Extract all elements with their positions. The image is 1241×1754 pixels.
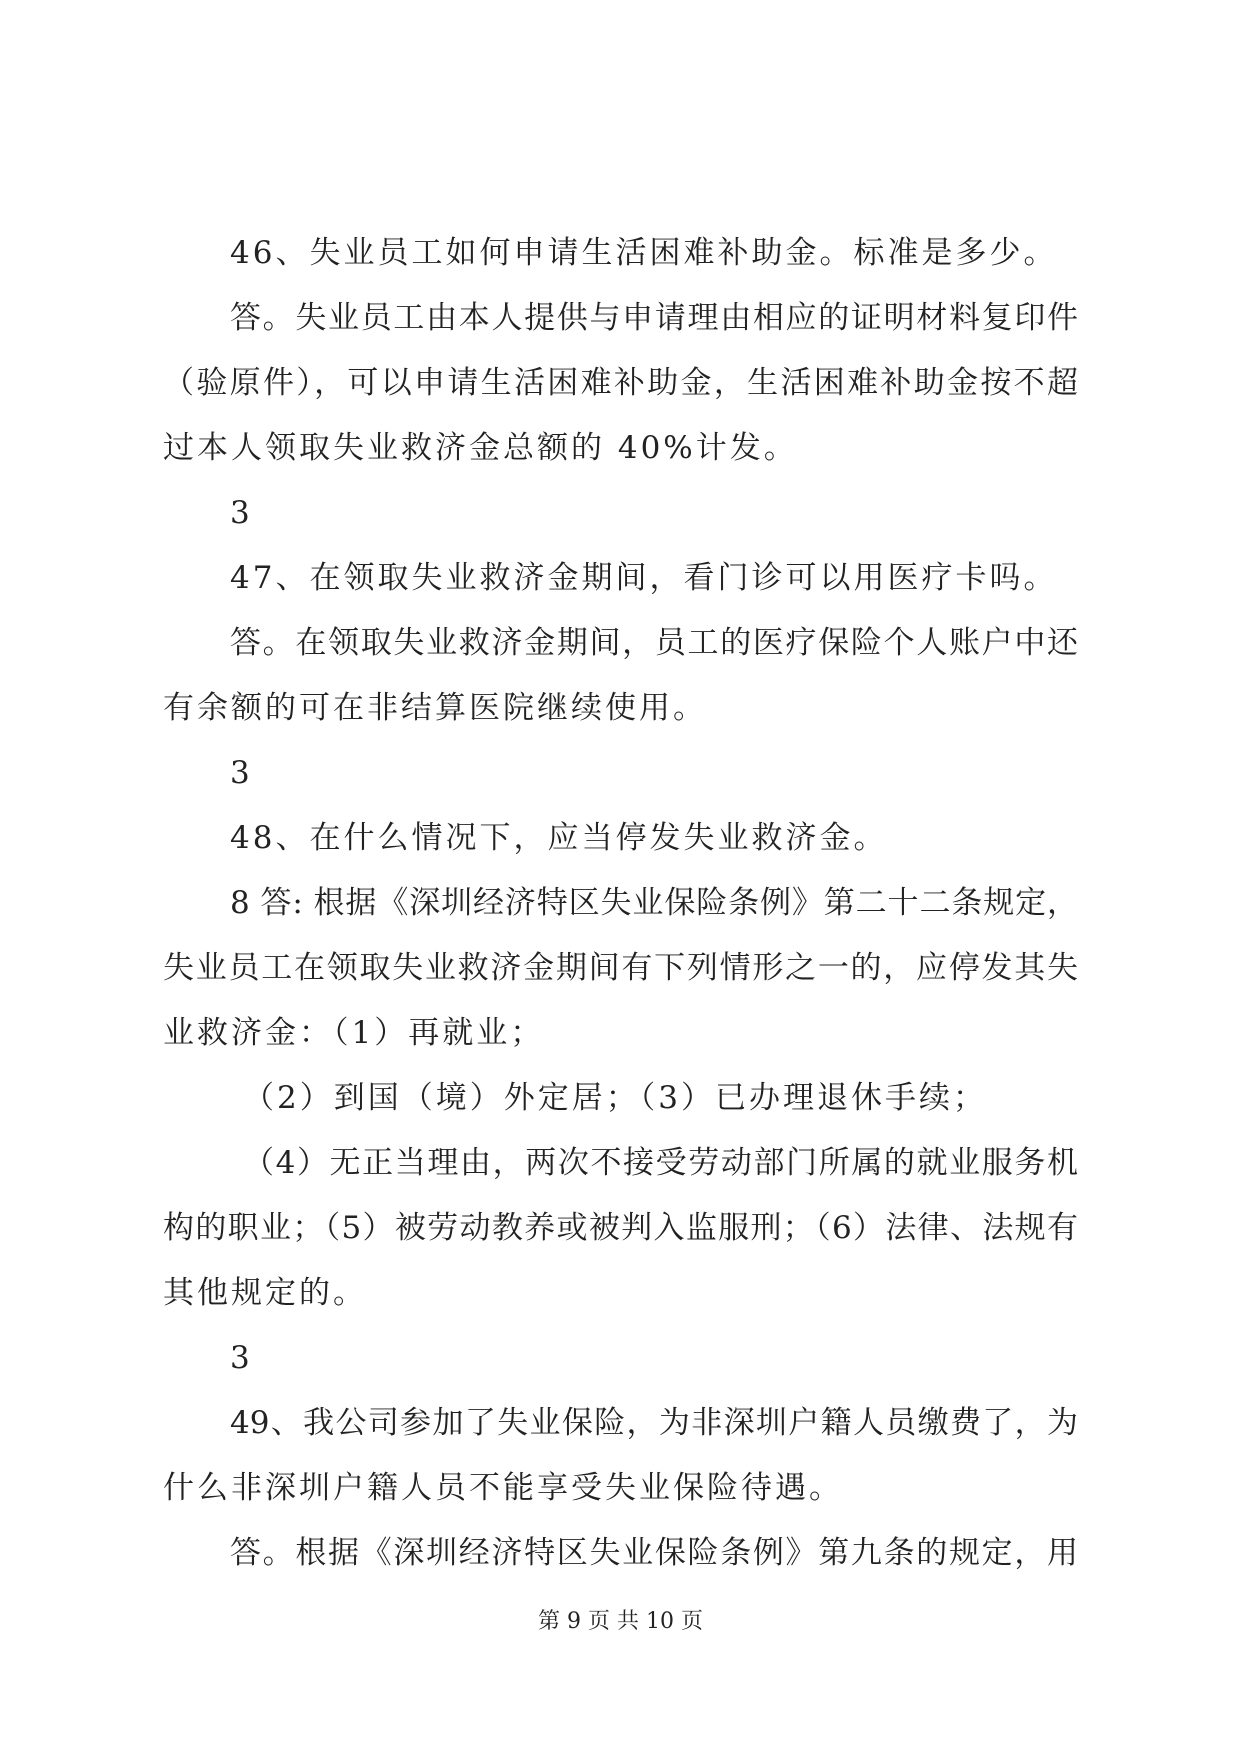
answer-46-line-2: （验原件），可以申请生活困难补助金，生活困难补助金按不超	[163, 365, 1078, 401]
answer-47-line-2: 有余额的可在非结算医院继续使用。	[163, 690, 707, 726]
answer-46-line-3: 过本人领取失业救济金总额的 40%计发。	[163, 430, 798, 466]
answer-48-line-3: 业救济金：（1）再就业；	[163, 1015, 545, 1051]
answer-49-line-1: 答。根据《深圳经济特区失业保险条例》第九条的规定，用	[230, 1535, 1078, 1571]
answer-48-line-2: 失业员工在领取失业救济金期间有下列情形之一的，应停发其失	[163, 950, 1078, 986]
answer-48-line-1: 8 答: 根据《深圳经济特区失业保险条例》第二十二条规定，	[230, 885, 1078, 921]
question-49-line-2: 什么非深圳户籍人员不能享受失业保险待遇。	[163, 1470, 843, 1506]
question-46: 46、失业员工如何申请生活困难补助金。标准是多少。	[230, 235, 1058, 271]
answer-48-line-4: （2）到国（境）外定居；（3）已办理退休手续；	[243, 1080, 987, 1116]
page-footer: 第 9 页 共 10 页	[538, 1609, 703, 1634]
question-48: 48、在什么情况下，应当停发失业救济金。	[230, 820, 888, 856]
answer-48-line-6: 构的职业；（5）被劳动教养或被判入监服刑；（6）法律、法规有	[163, 1210, 1078, 1246]
answer-48-line-5: （4）无正当理由，两次不接受劳动部门所属的就业服务机	[243, 1145, 1078, 1181]
score-marker: 3	[230, 1340, 253, 1376]
score-marker: 3	[230, 495, 253, 531]
document-body	[163, 228, 1078, 1579]
answer-46-line-1: 答。失业员工由本人提供与申请理由相应的证明材料复印件	[230, 300, 1078, 336]
answer-47-line-1: 答。在领取失业救济金期间，员工的医疗保险个人账户中还	[230, 625, 1078, 661]
score-marker: 3	[230, 755, 253, 791]
question-47: 47、在领取失业救济金期间，看门诊可以用医疗卡吗。	[230, 560, 1058, 596]
answer-48-line-7: 其他规定的。	[163, 1275, 367, 1311]
question-49-line-1: 49、我公司参加了失业保险，为非深圳户籍人员缴费了，为	[230, 1405, 1078, 1441]
